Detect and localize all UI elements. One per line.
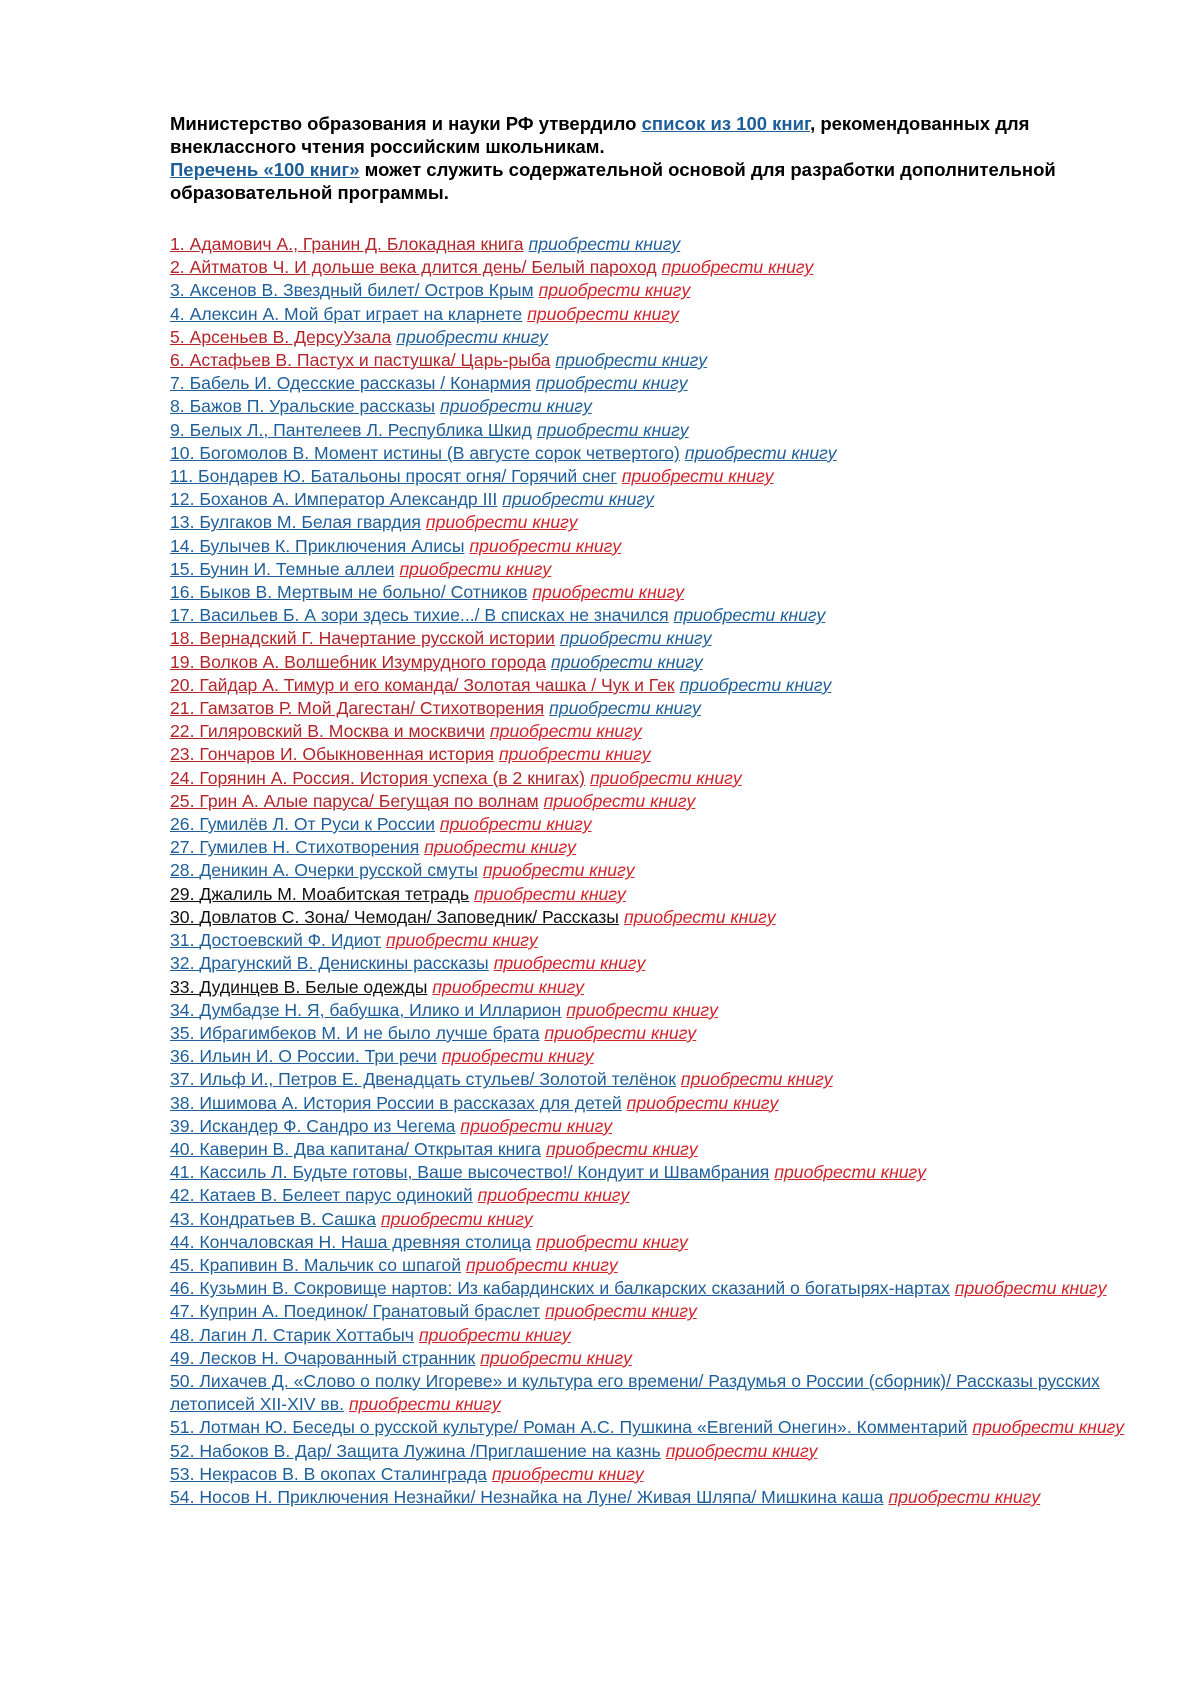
book-title-link[interactable]	[170, 1023, 540, 1043]
buy-book-link[interactable]: приобрести книгу	[621, 466, 774, 487]
book-title-link[interactable]	[170, 884, 469, 904]
intro-text-1: Министерство образования и науки РФ утвердило	[170, 113, 642, 134]
buy-book-link[interactable]: приобрести книгу	[532, 582, 685, 603]
item-number: 41.	[170, 1162, 195, 1183]
book-title: Айтматов Ч. И дольше века длится день/ Белый пароход	[189, 257, 657, 278]
list-item	[170, 1300, 1130, 1323]
book-title: Ильф И., Петров Е. Двенадцать стульев/ Золотой телёнок	[199, 1069, 676, 1090]
book-title-link[interactable]	[170, 744, 494, 764]
buy-book-link[interactable]: приобрести книгу	[589, 767, 742, 788]
list-item	[170, 1486, 1130, 1509]
buy-book-link[interactable]: приобрести книгу	[549, 698, 701, 719]
buy-book-link[interactable]: приобрести книгу	[432, 976, 585, 997]
buy-book-link[interactable]: приобрести книгу	[954, 1278, 1107, 1299]
book-title: Набоков В. Дар/ Защита Лужина /Приглашение на казнь	[199, 1440, 661, 1461]
buy-book-link[interactable]: приобрести книгу	[536, 1231, 688, 1252]
item-number: 26.	[170, 814, 195, 835]
list-item	[170, 859, 1130, 882]
item-number: 22.	[170, 721, 195, 742]
item-number: 32.	[170, 953, 195, 974]
item-number: 7.	[170, 373, 185, 394]
book-title: Адамович А., Гранин Д. Блокадная книга	[189, 234, 524, 254]
buy-book-link[interactable]: приобрести книгу	[386, 930, 538, 951]
buy-book-link[interactable]: приобрести книгу	[425, 512, 578, 533]
item-number: 13.	[170, 512, 195, 533]
item-number: 11.	[170, 466, 194, 487]
book-title-link[interactable]	[170, 1232, 531, 1252]
list-item	[170, 1208, 1130, 1231]
list-item	[170, 1416, 1130, 1439]
list-item	[170, 976, 1130, 999]
book-title: Аксенов В. Звездный билет/ Остров Крым	[189, 280, 534, 301]
item-number: 45.	[170, 1254, 195, 1275]
buy-book-link[interactable]: приобрести книгу	[498, 744, 651, 765]
list-item	[170, 372, 1130, 395]
book-title: Кондратьев В. Сашка	[199, 1208, 376, 1229]
list-item	[170, 511, 1130, 534]
book-title: Искандер Ф. Сандро из Чегема	[199, 1115, 456, 1136]
list-item	[170, 279, 1130, 302]
buy-book-link[interactable]: приобрести книгу	[545, 1301, 697, 1322]
item-number: 21.	[170, 698, 195, 719]
book-title-link[interactable]	[170, 234, 524, 254]
list-item	[170, 349, 1130, 372]
item-number: 9.	[170, 419, 185, 440]
book-title: Бондарев Ю. Батальоны просят огня/ Горячий снег	[198, 466, 617, 487]
book-title: Кончаловская Н. Наша древняя столица	[199, 1231, 532, 1252]
buy-book-link[interactable]: приобрести книгу	[418, 1324, 571, 1345]
book-title-link[interactable]	[170, 1093, 622, 1113]
item-number: 39.	[170, 1115, 195, 1136]
buy-book-link[interactable]: приобрести книгу	[972, 1417, 1125, 1438]
list-item	[170, 883, 1130, 906]
buy-book-link[interactable]: приобрести книгу	[566, 999, 718, 1020]
book-title: Дудинцев В. Белые одежды	[199, 976, 428, 997]
item-number: 49.	[170, 1347, 195, 1368]
book-title-link[interactable]	[170, 907, 619, 927]
item-number: 38.	[170, 1092, 195, 1113]
buy-book-link[interactable]: приобрести книгу	[490, 721, 642, 742]
item-number: 46.	[170, 1278, 195, 1299]
book-title-link[interactable]	[170, 977, 427, 997]
book-title-link[interactable]	[170, 280, 534, 300]
buy-book-link[interactable]: приобрести книгу	[888, 1486, 1041, 1507]
list-item	[170, 256, 1130, 279]
buy-book-link[interactable]: приобрести книгу	[684, 442, 837, 463]
book-title: Крапивин В. Мальчик со шпагой	[199, 1254, 462, 1275]
list-item	[170, 535, 1130, 558]
list-item	[170, 999, 1130, 1022]
item-number: 42.	[170, 1185, 195, 1206]
buy-book-link[interactable]: приобрести книгу	[555, 350, 708, 371]
buy-book-link[interactable]: приобрести книгу	[399, 558, 552, 579]
book-title-link[interactable]	[170, 837, 419, 857]
buy-book-link[interactable]: приобрести книгу	[661, 257, 814, 278]
book-title: Ибрагимбеков М. И не было лучше брата	[199, 1022, 540, 1043]
item-number: 44.	[170, 1231, 195, 1252]
list-item	[170, 233, 1130, 256]
buy-book-link[interactable]: приобрести книгу	[551, 651, 703, 672]
item-number: 33.	[170, 976, 195, 997]
item-number: 16.	[170, 582, 195, 603]
item-number: 53.	[170, 1463, 195, 1484]
list-item	[170, 465, 1130, 488]
buy-book-link[interactable]: приобрести книгу	[482, 860, 635, 881]
list-item	[170, 303, 1130, 326]
book-title: Быков В. Мертвым не больно/ Сотников	[199, 582, 528, 603]
list-item	[170, 1324, 1130, 1347]
item-number: 50.	[170, 1370, 195, 1391]
buy-book-link[interactable]: приобрести книгу	[665, 1440, 818, 1461]
item-number: 6.	[170, 350, 185, 371]
book-title-link[interactable]	[170, 628, 555, 648]
list-item	[170, 1115, 1130, 1138]
item-number: 47.	[170, 1301, 195, 1322]
item-number: 35.	[170, 1022, 195, 1043]
book-title: Волков А. Волшебник Изумрудного города	[199, 651, 547, 672]
book-title-link[interactable]	[170, 1441, 661, 1461]
item-number: 20.	[170, 674, 195, 695]
buy-book-link[interactable]: приобрести книгу	[474, 883, 626, 904]
intro-text-2: , рекомендованных для внеклассного чтения российским школьникам.	[170, 113, 1030, 157]
buy-book-link[interactable]: приобрести книгу	[480, 1347, 632, 1368]
book-title: Грин А. Алые паруса/ Бегущая по волнам	[199, 790, 539, 811]
book-title-link[interactable]	[170, 1255, 461, 1275]
item-number: 18.	[170, 628, 195, 649]
item-number: 54.	[170, 1486, 195, 1507]
book-title-link[interactable]	[170, 1464, 487, 1484]
list-item	[170, 651, 1130, 674]
list-item	[170, 419, 1130, 442]
book-list-link[interactable]: список из 100 книг	[641, 113, 811, 134]
book-title: Васильев Б. А зори здесь тихие.../ В списках не значился	[199, 605, 669, 626]
item-number: 24.	[170, 767, 195, 788]
item-number: 8.	[170, 396, 185, 417]
book-title: Булычев К. Приключения Алисы	[199, 535, 465, 556]
list-item	[170, 1231, 1130, 1254]
book-title-link[interactable]	[170, 1417, 967, 1437]
buy-book-link[interactable]: приобрести книгу	[545, 1138, 698, 1159]
list-item	[170, 1463, 1130, 1486]
book-title-link[interactable]	[170, 860, 478, 880]
buy-book-link[interactable]: приобрести книгу	[679, 674, 832, 695]
book-title: Бажов П. Уральские рассказы	[189, 396, 436, 417]
book-title: Алексин А. Мой брат играет на кларнете	[189, 303, 523, 324]
buy-book-link[interactable]: приобрести книгу	[528, 234, 681, 254]
list-item	[170, 1092, 1130, 1115]
book-title-link[interactable]	[170, 1069, 676, 1089]
buy-book-link[interactable]: приобрести книгу	[623, 906, 776, 927]
buy-book-link[interactable]: приобрести книгу	[460, 1115, 613, 1136]
buy-book-link[interactable]: приобрести книгу	[535, 373, 688, 394]
book-title-link[interactable]	[170, 698, 544, 718]
item-number: 48.	[170, 1324, 195, 1345]
item-number: 36.	[170, 1046, 195, 1067]
book-title-link[interactable]	[170, 791, 539, 811]
list-item	[170, 1138, 1130, 1161]
book-title: Богомолов В. Момент истины (В августе сорок четвертого)	[199, 442, 680, 463]
list-item	[170, 395, 1130, 418]
buy-book-link[interactable]: приобрести книгу	[774, 1162, 927, 1183]
list-item	[170, 720, 1130, 743]
book-title-link[interactable]	[170, 582, 527, 602]
book-title: Лихачев Д. «Слово о полку Игореве» и культура его времени/ Раздумья о России (сборник)/ Рассказы русских летописей XII-XIV вв.	[170, 1370, 1100, 1415]
list-item	[170, 326, 1130, 349]
book-title-link[interactable]	[170, 930, 381, 950]
book-title: Бабель И. Одесские рассказы / Конармия	[189, 373, 531, 394]
buy-book-link[interactable]: приобрести книгу	[502, 489, 654, 510]
book-title: Ильин И. О России. Три речи	[199, 1046, 437, 1067]
book-title: Кассиль Л. Будьте готовы, Ваше высочество!/ Кондуит и Швамбрания	[199, 1162, 770, 1183]
list-item	[170, 442, 1130, 465]
buy-book-link[interactable]: приобрести книгу	[491, 1463, 644, 1484]
item-number: 37.	[170, 1069, 195, 1090]
item-number: 19.	[170, 651, 195, 672]
buy-book-link[interactable]: приобрести книгу	[543, 790, 696, 811]
book-title: Некрасов В. В окопах Сталинграда	[199, 1463, 487, 1484]
buy-book-link[interactable]: приобрести книгу	[469, 535, 622, 556]
item-number: 43.	[170, 1208, 195, 1229]
item-number: 25.	[170, 790, 195, 811]
item-number: 52.	[170, 1440, 195, 1461]
book-title-link[interactable]	[170, 559, 395, 579]
book-title: Белых Л., Пантелеев Л. Республика Шкид	[189, 419, 532, 440]
book-title: Деникин А. Очерки русской смуты	[199, 860, 478, 881]
item-number: 5.	[170, 326, 185, 347]
book-title: Кузьмин В. Сокровище нартов: Из кабардинских и балкарских сказаний о богатырях-нартах	[199, 1278, 950, 1299]
book-title-link[interactable]	[170, 1487, 883, 1507]
book-title-link[interactable]	[170, 327, 391, 347]
list-item	[170, 1440, 1130, 1463]
book-title: Гиляровский В. Москва и москвичи	[199, 721, 485, 742]
book-title-link[interactable]	[170, 953, 489, 973]
book-title-link[interactable]	[170, 1209, 376, 1229]
item-number: 4.	[170, 303, 185, 324]
buy-book-link[interactable]: приобрести книгу	[380, 1208, 533, 1229]
book-title: Астафьев В. Пастух и пастушка/ Царь-рыба	[189, 350, 551, 371]
book-title-link[interactable]	[170, 1301, 540, 1321]
book-title: Гайдар А. Тимур и его команда/ Золотая чашка / Чук и Гек	[199, 674, 675, 695]
book-title-link[interactable]	[170, 489, 497, 509]
intro-paragraph-2	[170, 158, 1130, 204]
list-item	[170, 1161, 1130, 1184]
buy-book-link[interactable]: приобрести книгу	[559, 628, 712, 649]
book-title: Арсеньев В. ДерсуУзала	[189, 326, 392, 347]
list-item	[170, 697, 1130, 720]
book-title: Ишимова А. История России в рассказах для детей	[199, 1092, 622, 1113]
list-item	[170, 604, 1130, 627]
book-title: Горянин А. Россия. История успеха (в 2 книгах)	[199, 767, 585, 788]
book-title-link[interactable]	[170, 257, 657, 277]
book-title-link[interactable]	[170, 1162, 769, 1182]
book-title-link[interactable]	[170, 1325, 414, 1345]
buy-book-link[interactable]: приобрести книгу	[680, 1069, 833, 1090]
list-item	[170, 627, 1130, 650]
book-title: Гумилёв Л. От Руси к России	[199, 814, 435, 835]
item-number: 30.	[170, 906, 195, 927]
item-number: 51.	[170, 1417, 195, 1438]
book-title-link[interactable]	[170, 652, 546, 672]
book-title: Джалиль М. Моабитская тетрадь	[199, 883, 470, 904]
book-title-link[interactable]	[170, 420, 532, 440]
book-title: Бунин И. Темные аллеи	[199, 558, 395, 579]
book-title: Гумилев Н. Стихотворения	[199, 837, 420, 858]
book-title-link[interactable]	[170, 1371, 1100, 1414]
buy-book-link[interactable]: приобрести книгу	[440, 396, 592, 417]
book-title-link[interactable]	[170, 466, 617, 486]
item-number: 14.	[170, 535, 195, 556]
book-title: Гончаров И. Обыкновенная история	[199, 744, 494, 765]
buy-book-link[interactable]: приобрести книгу	[424, 837, 576, 858]
item-number: 27.	[170, 837, 195, 858]
buy-book-link[interactable]: приобрести книгу	[527, 303, 679, 324]
intro-text-3: может служить содержательной основой для разработки дополнительной образовательной программы.	[170, 159, 1056, 203]
book-title-link[interactable]	[170, 373, 531, 393]
book-title-link[interactable]	[170, 1348, 475, 1368]
buy-book-link[interactable]: приобрести книгу	[626, 1092, 779, 1113]
list-item	[170, 767, 1130, 790]
item-number: 34.	[170, 999, 195, 1020]
list-item	[170, 488, 1130, 511]
buy-book-link[interactable]: приобрести книгу	[441, 1046, 594, 1067]
item-number: 10.	[170, 442, 195, 463]
item-number: 1.	[170, 234, 185, 254]
book-title: Лесков Н. Очарованный странник	[199, 1347, 476, 1368]
book-title: Лотман Ю. Беседы о русской культуре/ Роман А.С. Пушкина «Евгений Онегин». Комментарий	[199, 1417, 968, 1438]
buy-book-link[interactable]: приобрести книгу	[493, 953, 646, 974]
book-title: Куприн А. Поединок/ Гранатовый браслет	[199, 1301, 541, 1322]
book-title-link[interactable]	[170, 1278, 950, 1298]
list-item	[170, 1068, 1130, 1091]
list-100-books-link[interactable]: Перечень «100 книг»	[170, 159, 360, 180]
book-title-link[interactable]	[170, 304, 522, 324]
book-title: Булгаков М. Белая гвардия	[199, 512, 421, 533]
book-title: Гамзатов Р. Мой Дагестан/ Стихотворения	[199, 698, 545, 719]
list-item	[170, 674, 1130, 697]
intro-paragraph-1	[170, 112, 1130, 158]
book-title-link[interactable]	[170, 768, 585, 788]
item-number: 23.	[170, 744, 195, 765]
list-item	[170, 743, 1130, 766]
book-title: Думбадзе Н. Я, бабушка, Илико и Илларион	[199, 999, 562, 1020]
item-number: 28.	[170, 860, 195, 881]
book-title: Катаев В. Белеет парус одинокий	[199, 1185, 473, 1206]
list-item	[170, 1022, 1130, 1045]
buy-book-link[interactable]: приобрести книгу	[673, 605, 826, 626]
book-title: Драгунский В. Денискины рассказы	[199, 953, 489, 974]
buy-book-link[interactable]: приобрести книгу	[536, 419, 689, 440]
book-title-link[interactable]	[170, 675, 675, 695]
list-item	[170, 790, 1130, 813]
book-title-link[interactable]	[170, 536, 464, 556]
buy-book-link[interactable]: приобрести книгу	[477, 1185, 630, 1206]
book-title-link[interactable]	[170, 1046, 437, 1066]
book-title: Боханов А. Император Александр III	[199, 489, 498, 510]
buy-book-link[interactable]: приобрести книгу	[466, 1254, 618, 1275]
list-item	[170, 836, 1130, 859]
list-item	[170, 581, 1130, 604]
list-item	[170, 1347, 1130, 1370]
buy-book-link[interactable]: приобрести книгу	[396, 326, 548, 347]
list-item	[170, 1370, 1130, 1416]
intro-text	[170, 112, 1130, 204]
item-number: 17.	[170, 605, 195, 626]
item-number: 31.	[170, 930, 195, 951]
book-title: Довлатов С. Зона/ Чемодан/ Заповедник/ Рассказы	[199, 906, 619, 927]
book-title-link[interactable]	[170, 396, 435, 416]
book-title-link[interactable]	[170, 443, 680, 463]
item-number: 29.	[170, 883, 195, 904]
book-title: Достоевский Ф. Идиот	[199, 930, 382, 951]
list-item	[170, 1254, 1130, 1277]
list-item	[170, 1045, 1130, 1068]
item-number: 2.	[170, 257, 185, 278]
list-item	[170, 906, 1130, 929]
book-title-link[interactable]	[170, 1116, 455, 1136]
buy-book-link[interactable]: приобрести книгу	[538, 280, 691, 301]
list-item	[170, 952, 1130, 975]
book-title-link[interactable]	[170, 721, 485, 741]
list-item	[170, 929, 1130, 952]
book-list	[170, 233, 1130, 1509]
list-item	[170, 1277, 1130, 1300]
book-title: Носов Н. Приключения Незнайки/ Незнайка на Луне/ Живая Шляпа/ Мишкина каша	[199, 1486, 884, 1507]
list-item	[170, 558, 1130, 581]
book-title: Каверин В. Два капитана/ Открытая книга	[199, 1138, 541, 1159]
book-title-link[interactable]	[170, 350, 550, 370]
book-title-link[interactable]	[170, 1185, 473, 1205]
book-title-link[interactable]	[170, 1139, 541, 1159]
item-number: 15.	[170, 558, 195, 579]
item-number: 3.	[170, 280, 185, 301]
book-title-link[interactable]	[170, 1000, 561, 1020]
buy-book-link[interactable]: приобрести книгу	[544, 1022, 697, 1043]
book-title-link[interactable]	[170, 605, 669, 625]
buy-book-link[interactable]: приобрести книгу	[439, 814, 592, 835]
list-item	[170, 813, 1130, 836]
book-title-link[interactable]	[170, 512, 421, 532]
list-item	[170, 1184, 1130, 1207]
book-title: Лагин Л. Старик Хоттабыч	[199, 1324, 414, 1345]
book-title: Вернадский Г. Начертание русской истории	[199, 628, 555, 649]
item-number: 12.	[170, 489, 195, 510]
book-title-link[interactable]	[170, 814, 435, 834]
buy-book-link[interactable]: приобрести книгу	[348, 1394, 501, 1415]
item-number: 40.	[170, 1138, 195, 1159]
